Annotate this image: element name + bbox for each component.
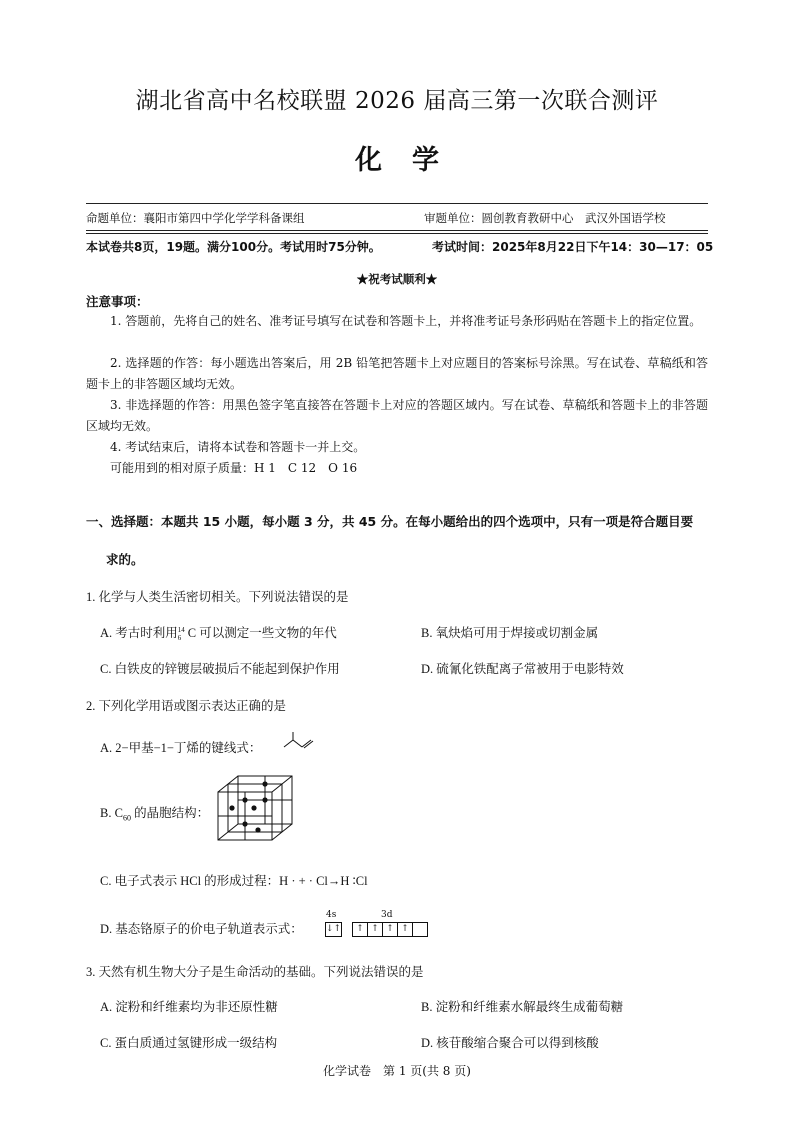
divider (86, 233, 708, 234)
notice-item: 1. 答题前，先将自己的姓名、准考证号填写在试卷和答题卡上，并将准考证号条形码贴在答题卡上的指定位置。 (110, 314, 702, 328)
orbital-box: ↑ (383, 922, 398, 937)
carbon-14-nuclide (177, 626, 188, 643)
orbital-3d-label: 3d (381, 910, 393, 920)
q2-option-b-post: 的晶胞结构： (130, 806, 210, 820)
atomic-number: 6 (177, 634, 182, 643)
q1-option-a-pre: A. 考古时利用 (100, 626, 178, 640)
review-unit: 审题单位：圆创教育教研中心 武汉外国语学校 (424, 211, 666, 225)
notice-item: 4. 考试结束后，请将本试卷和答题卡一并上交。 (110, 440, 366, 454)
exam-title: 湖北省高中名校联盟 2026 届高三第一次联合测评 (135, 88, 659, 114)
orbital-3d-boxes (352, 922, 428, 937)
q2-option-d[interactable]: D. 基态铬原子的价电子轨道表示式： (100, 922, 303, 936)
section-heading: 一、选择题：本题共 15 小题，每小题 3 分，共 45 分。在每小题给出的四个选项中，只有一项是符合题目要 (86, 514, 694, 529)
subject-title: 化学 (355, 145, 469, 176)
q2-option-a[interactable]: A. 2−甲基−1−丁烯的键线式： (100, 741, 262, 755)
q1-option-a-post: C 可以测定一些文物的年代 (187, 626, 337, 640)
c60-subscript: 60 (122, 813, 131, 823)
q3-option-b[interactable]: B. 淀粉和纤维素水解最终生成葡萄糖 (421, 1000, 624, 1014)
section-heading-cont: 求的。 (106, 552, 144, 567)
skeletal-formula-icon (282, 731, 322, 751)
q2-option-b-pre: B. C (100, 806, 123, 820)
q1-option-d[interactable]: D. 硫氰化铁配离子常被用于电影特效 (421, 662, 624, 676)
author-unit: 命题单位：襄阳市第四中学化学学科备课组 (86, 211, 305, 225)
question-2-stem: 2. 下列化学用语或图示表达正确的是 (86, 699, 287, 713)
c60-unit-cell-icon (214, 772, 296, 844)
orbital-box (413, 922, 428, 937)
exam-info: 本试卷共8页，19题。满分100分。考试用时75分钟。 (86, 240, 381, 254)
divider (86, 203, 708, 204)
q1-option-a[interactable] (100, 623, 337, 641)
q3-option-a[interactable]: A. 淀粉和纤维素均为非还原性糖 (100, 1000, 278, 1014)
q1-option-b[interactable]: B. 氧炔焰可用于焊接或切割金属 (421, 626, 599, 640)
page-footer: 化学试卷 第 1 页(共 8 页) (323, 1064, 471, 1078)
divider (86, 230, 708, 231)
orbital-4s-label: 4s (326, 910, 337, 920)
orbital-box: ↓↑ (325, 922, 342, 937)
q1-option-c[interactable]: C. 白铁皮的锌镀层破损后不能起到保护作用 (100, 662, 340, 676)
q2-option-c[interactable]: C. 电子式表示 HCl 的形成过程：H · + · Cl→H ∶Cl (100, 874, 368, 888)
notice-item: 3. 非选择题的作答：用黑色签字笔直接答在答题卡上对应的答题区域内。写在试卷、草稿纸和答题卡上的非答题区域均无效。 (86, 398, 708, 433)
orbital-4s-box (325, 922, 342, 937)
q3-option-d[interactable]: D. 核苷酸缩合聚合可以得到核酸 (421, 1036, 599, 1050)
q2-option-b[interactable] (100, 803, 209, 823)
notice-item: 2. 选择题的作答：每小题选出答案后，用 2B 铅笔把答题卡上对应题目的答案标号涂黑。写在试卷、草稿纸和答题卡上的非答题区域均无效。 (86, 356, 708, 391)
orbital-box: ↑ (352, 922, 368, 937)
q3-option-c[interactable]: C. 蛋白质通过氢键形成一级结构 (100, 1036, 278, 1050)
question-3-stem: 3. 天然有机生物大分子是生命活动的基础。下列说法错误的是 (86, 965, 424, 979)
orbital-box: ↑ (398, 922, 413, 937)
notice-heading: 注意事项： (86, 294, 149, 309)
exam-time: 考试时间：2025年8月22日下午14：30—17：05 (432, 240, 714, 254)
question-1-stem: 1. 化学与人类生活密切相关。下列说法错误的是 (86, 590, 349, 604)
good-luck: ★祝考试顺利★ (356, 272, 438, 286)
mass-number: 14 (177, 626, 185, 635)
orbital-box: ↑ (368, 922, 383, 937)
atomic-mass: 可能用到的相对原子质量：H 1 C 12 O 16 (110, 461, 358, 475)
